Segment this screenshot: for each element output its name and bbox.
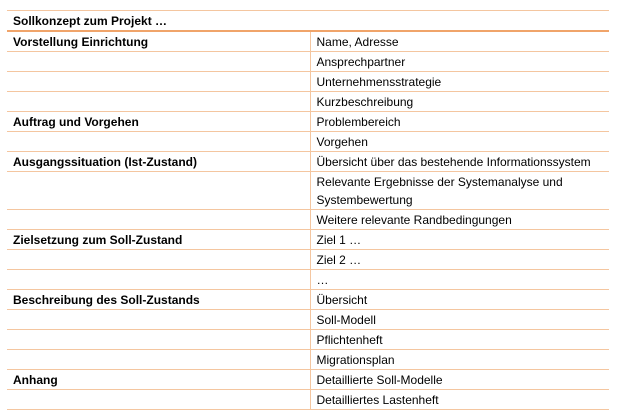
item-cell: Übersicht über das bestehende Informationssystem xyxy=(310,152,609,172)
section-cell xyxy=(7,250,310,270)
item-cell: Ziel 2 … xyxy=(310,250,609,270)
table-row xyxy=(7,132,609,152)
table-row xyxy=(7,370,609,390)
item-cell: Problembereich xyxy=(310,112,609,132)
section-cell xyxy=(7,330,310,350)
table-row xyxy=(7,152,609,172)
item-cell: Ziel 1 … xyxy=(310,230,609,250)
section-cell xyxy=(7,132,310,152)
table-row xyxy=(7,310,609,330)
section-cell xyxy=(7,210,310,230)
section-cell: Ausgangssituation (Ist-Zustand) xyxy=(7,152,310,172)
item-cell: Detailliertes Lastenheft xyxy=(310,390,609,410)
table-row xyxy=(7,230,609,250)
item-cell: Relevante Ergebnisse der Systemanalyse und Systembewertung xyxy=(310,172,609,210)
section-cell xyxy=(7,52,310,72)
table-row xyxy=(7,172,609,210)
section-cell: Auftrag und Vorgehen xyxy=(7,112,310,132)
section-cell xyxy=(7,72,310,92)
item-cell: Name, Adresse xyxy=(310,31,609,52)
section-cell: Vorstellung Einrichtung xyxy=(7,31,310,52)
table-row xyxy=(7,350,609,370)
section-cell xyxy=(7,310,310,330)
table-row xyxy=(7,72,609,92)
item-cell: Übersicht xyxy=(310,290,609,310)
item-cell: Soll-Modell xyxy=(310,310,609,330)
table-row xyxy=(7,270,609,290)
section-cell xyxy=(7,390,310,410)
table-row xyxy=(7,92,609,112)
table-row xyxy=(7,390,609,410)
section-cell: Zielsetzung zum Soll-Zustand xyxy=(7,230,310,250)
table-title-row xyxy=(7,11,609,32)
item-cell: Unternehmensstrategie xyxy=(310,72,609,92)
section-cell: Beschreibung des Soll-Zustands xyxy=(7,290,310,310)
section-cell xyxy=(7,92,310,112)
sollkonzept-table xyxy=(7,10,609,410)
item-cell: Weitere relevante Randbedingungen xyxy=(310,210,609,230)
item-cell: Migrationsplan xyxy=(310,350,609,370)
table-row xyxy=(7,250,609,270)
table-row xyxy=(7,330,609,350)
table-row xyxy=(7,290,609,310)
item-cell: Vorgehen xyxy=(310,132,609,152)
table-row xyxy=(7,112,609,132)
table-row xyxy=(7,31,609,52)
table-row xyxy=(7,210,609,230)
section-cell: Anhang xyxy=(7,370,310,390)
item-cell: Kurzbeschreibung xyxy=(310,92,609,112)
item-cell: Ansprechpartner xyxy=(310,52,609,72)
table-row xyxy=(7,52,609,72)
section-cell xyxy=(7,270,310,290)
section-cell xyxy=(7,350,310,370)
item-cell: Pflichtenheft xyxy=(310,330,609,350)
item-cell: … xyxy=(310,270,609,290)
item-cell: Detaillierte Soll-Modelle xyxy=(310,370,609,390)
table-title: Sollkonzept zum Projekt … xyxy=(7,11,609,32)
section-cell xyxy=(7,172,310,210)
